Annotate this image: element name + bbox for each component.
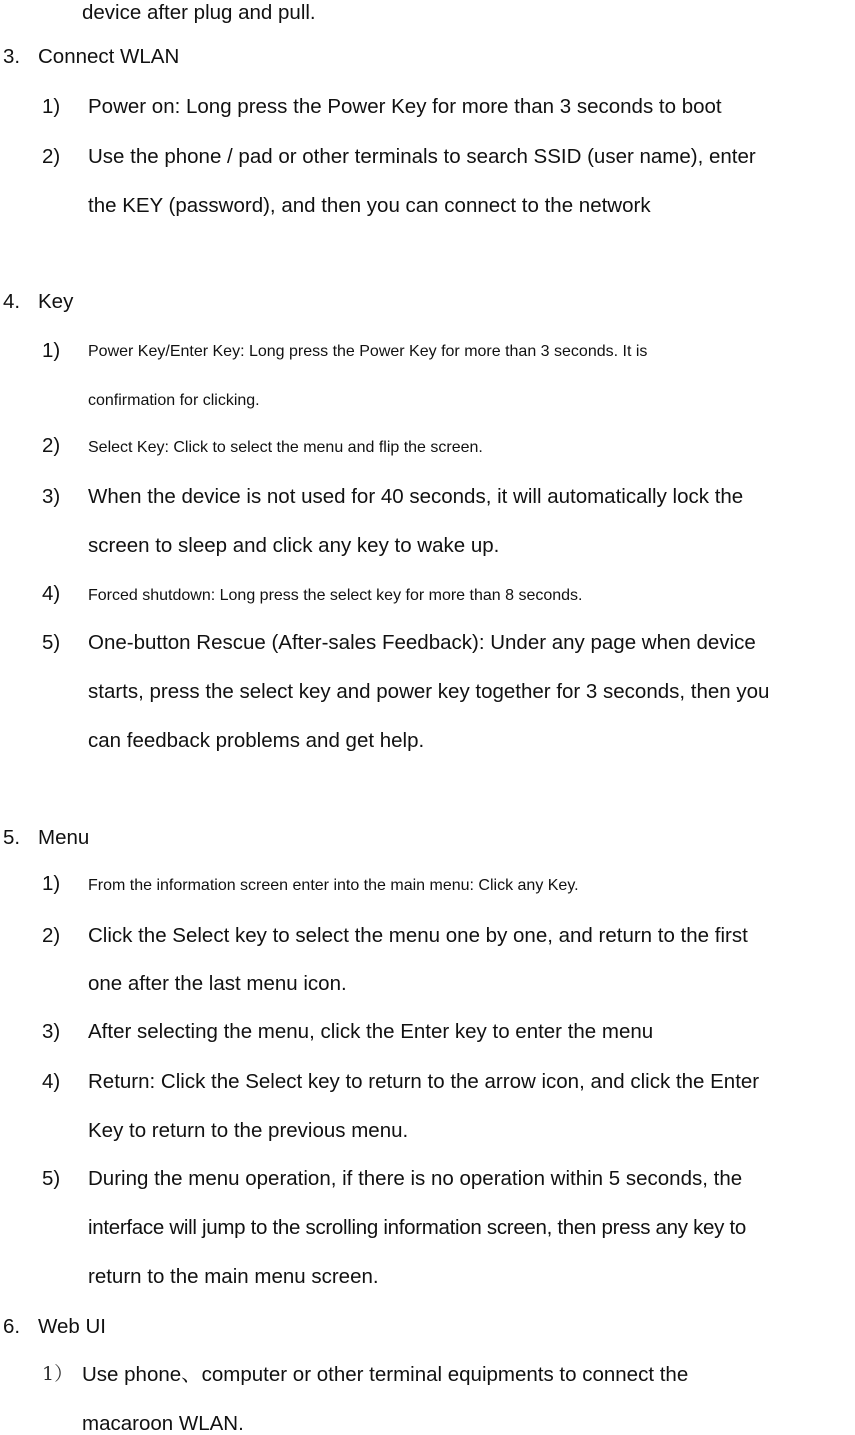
- list-item-text: During the menu operation, if there is no operation within 5 seconds, the: [88, 1167, 743, 1190]
- section-title-menu: Menu: [38, 826, 90, 849]
- list-item-text: Click the Select key to select the menu one by one, and return to the first: [88, 924, 748, 947]
- list-item-number: 2): [42, 434, 61, 457]
- list-item-text: Power Key/Enter Key: Long press the Power Key for more than 3 seconds. It is: [88, 343, 648, 360]
- section-title-key: Key: [38, 290, 74, 313]
- list-item-number: 5): [42, 631, 61, 654]
- list-item-number: 3): [42, 485, 61, 508]
- list-item-text: return to the main menu screen.: [88, 1265, 379, 1288]
- list-item-text: screen to sleep and click any key to wake up.: [88, 534, 500, 557]
- section-title-web-ui: Web UI: [38, 1315, 106, 1338]
- list-item-number: 1): [42, 339, 61, 362]
- list-item-number: 2): [42, 145, 61, 168]
- list-item-text: Key to return to the previous menu.: [88, 1119, 409, 1142]
- list-item-text: Use phone、computer or other terminal equipments to connect the: [82, 1363, 689, 1386]
- list-item-number: 3): [42, 1020, 61, 1043]
- section-number: 4.: [3, 290, 21, 313]
- list-item-text: the KEY (password), and then you can connect to the network: [88, 194, 651, 217]
- section-number: 5.: [3, 826, 21, 849]
- list-item-text: Select Key: Click to select the menu and flip the screen.: [88, 439, 483, 456]
- list-item-text: macaroon WLAN.: [82, 1412, 244, 1435]
- list-item-text: When the device is not used for 40 seconds, it will automatically lock the: [88, 485, 744, 508]
- list-item-number: 5): [42, 1167, 61, 1190]
- list-item-text: One-button Rescue (After-sales Feedback): Under any page when device: [88, 631, 756, 654]
- list-item-text: one after the last menu icon.: [88, 972, 347, 995]
- list-item-text: starts, press the select key and power key together for 3 seconds, then you: [88, 680, 770, 703]
- list-item-text: Return: Click the Select key to return to the arrow icon, and click the Enter: [88, 1070, 760, 1093]
- list-item-text: interface will jump to the scrolling information screen, then press any key to: [88, 1216, 746, 1239]
- list-item-text: Use the phone / pad or other terminals to search SSID (user name), enter: [88, 145, 756, 168]
- list-item-number: 4): [42, 1070, 61, 1093]
- intro-text: device after plug and pull.: [82, 1, 316, 24]
- list-item-text: After selecting the menu, click the Enter key to enter the menu: [88, 1020, 654, 1043]
- list-item-text: confirmation for clicking.: [88, 392, 260, 409]
- list-item-number: 2): [42, 924, 61, 947]
- list-item-text: can feedback problems and get help.: [88, 729, 425, 752]
- section-number: 6.: [3, 1315, 21, 1338]
- section-title-connect-wlan: Connect WLAN: [38, 45, 180, 68]
- list-item-number: 1): [42, 95, 61, 118]
- list-item-text: Forced shutdown: Long press the select key for more than 8 seconds.: [88, 587, 583, 604]
- list-item-text: From the information screen enter into the main menu: Click any Key.: [88, 877, 579, 894]
- list-item-text: Power on: Long press the Power Key for more than 3 seconds to boot: [88, 95, 722, 118]
- section-number: 3.: [3, 45, 21, 68]
- list-item-number: 4): [42, 582, 61, 605]
- list-item-number: 1）: [42, 1363, 74, 1385]
- list-item-number: 1): [42, 872, 61, 895]
